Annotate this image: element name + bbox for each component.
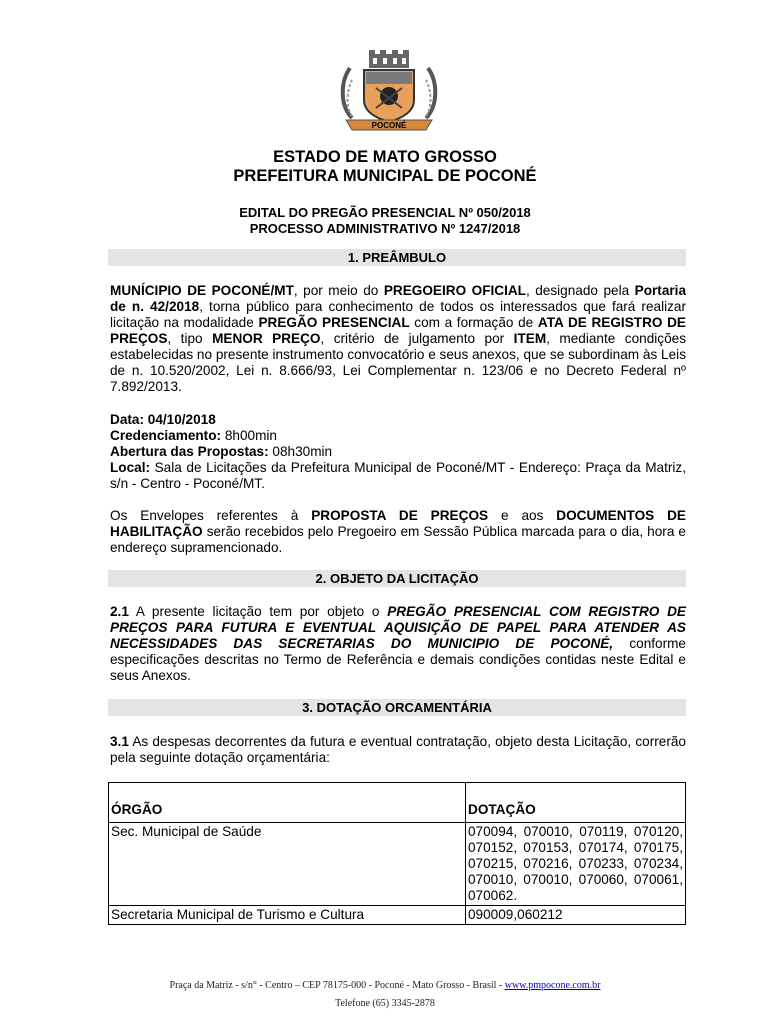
orgao-cell: Secretaria Municipal de Turismo e Cultura [109, 906, 466, 925]
text-run: Os Envelopes referentes à [110, 508, 312, 523]
text-run: , designado pela [526, 283, 635, 298]
crest-motto: POCONÉ [371, 121, 407, 130]
clause-number: 2.1 [110, 604, 129, 619]
municipio-name: MUNÍCIPIO DE POCONÉ/MT [110, 283, 294, 298]
orgao-cell: Sec. Municipal de Saúde [109, 823, 466, 906]
preambulo-paragraph [110, 283, 686, 395]
local-value: Sala de Licitações da Prefeitura Municipal de Poconé/MT - Endereço: Praça da Matriz, s/n - Centro - Poconé/MT. [110, 460, 686, 491]
ata-label: ATA DE REGISTRO DE PREÇOS [110, 315, 686, 346]
objeto-description: PREGÃO PRESENCIAL COM REGISTRO DE PREÇOS PARA FUTURA E EVENTUAL AQUISIÇÃO DE PAPEL PARA ATENDER AS NECESSIDADES DAS SECRETARIAS DO MUNICIPIO DE POCONÉ, [110, 604, 686, 651]
table-header-row [109, 783, 686, 823]
text-run: , torna público para conhecimento de todos os interessados que fará realizar licitação na modalidade [110, 299, 686, 330]
document-header [0, 148, 770, 186]
footer-address: Praça da Matriz - s/n° - Centro – CEP 78175-000 - Poconé - Mato Grosso - Brasil - [169, 980, 505, 991]
session-info [110, 412, 686, 460]
pregoeiro-label: PREGOEIRO OFICIAL [383, 283, 526, 298]
section-heading-preambulo: 1. PREÂMBULO [108, 249, 686, 266]
footer-website-link[interactable]: www.pmpocone.com.br [504, 980, 601, 991]
modalidade-label: PREGÃO PRESENCIAL [258, 315, 410, 330]
text-run: As despesas decorrentes da futura e eventual contratação, objeto desta Licitação, correrão pela seguinte dotação orçamentária: [110, 734, 686, 765]
clause-number: 3.1 [110, 734, 129, 749]
column-header-dotacao: DOTAÇÃO [468, 802, 536, 817]
text-run: A presente licitação tem por objeto o [128, 604, 388, 619]
objeto-paragraph [110, 604, 686, 684]
envelopes-paragraph [110, 508, 686, 556]
text-run: , tipo [167, 331, 213, 346]
text-run: e aos [488, 508, 557, 523]
habilitacao-label: DOCUMENTOS DE HABILITAÇÃO [110, 508, 686, 539]
edital-header [0, 205, 770, 236]
section-heading-dotacao: 3. DOTAÇÃO ORCAMENTÁRIA [108, 699, 686, 716]
text-run: , mediante condições estabelecidas no presente instrumento convocatório e seus anexos, que se subordinam às Leis de n. 10.520/2002, Lei n. 8.666/93, Lei Complementar n. 123/06 e no Decreto Federal nº 7.892/2013. [110, 331, 687, 394]
credenciamento-value: 8h00min [221, 428, 277, 443]
dotacao-paragraph [110, 734, 686, 766]
portaria-ref: Portaria de n. 42/2018 [110, 283, 687, 314]
criterio-label: ITEM [513, 331, 547, 346]
abertura-label: Abertura das Propostas: [110, 444, 269, 459]
abertura-value: 08h30min [268, 444, 333, 459]
text-run: serão recebidos pelo Pregoeiro em Sessão Pública marcada para o dia, hora e endereço supramencionado. [110, 524, 686, 555]
table-row [109, 823, 686, 906]
section-heading-objeto: 2. OBJETO DA LICITAÇÃO [108, 570, 686, 587]
footer-phone: Telefone (65) 3345-2878 [335, 998, 435, 1009]
table-row [109, 906, 686, 925]
text-run: com a formação de [409, 315, 538, 330]
edital-number: EDITAL DO PREGÃO PRESENCIAL Nº 050/2018 [239, 205, 531, 220]
column-header-orgao: ÓRGÃO [111, 802, 163, 817]
proposta-label: PROPOSTA DE PREÇOS [311, 508, 489, 523]
local-label: Local: [110, 460, 151, 475]
dotacao-cell: 070094, 070010, 070119, 070120, 070152, 070153, 070174, 070175, 070215, 070216, 070233, 070234, 070010, 070010, 070060, 070061, 070062. [466, 823, 686, 906]
coat-of-arms-logo [336, 48, 442, 134]
dotacao-cell: 090009,060212 [466, 906, 686, 925]
dotacao-table [108, 782, 686, 925]
text-run: conforme especificações descritas no Termo de Referência e demais condições contidas neste Edital e seus Anexos. [110, 636, 686, 683]
session-location [110, 460, 686, 492]
processo-number: PROCESSO ADMINISTRATIVO Nº 1247/2018 [249, 220, 521, 236]
text-run: , critério de julgamento por [320, 331, 514, 346]
prefecture-name: PREFEITURA MUNICIPAL DE POCONÉ [233, 167, 537, 185]
text-run: , por meio do [293, 283, 384, 298]
footer-address-line [0, 980, 770, 991]
tipo-label: MENOR PREÇO [212, 331, 321, 346]
credenciamento-label: Credenciamento: [110, 428, 222, 443]
state-name: ESTADO DE MATO GROSSO [273, 148, 497, 166]
session-date: Data: 04/10/2018 [110, 412, 216, 427]
